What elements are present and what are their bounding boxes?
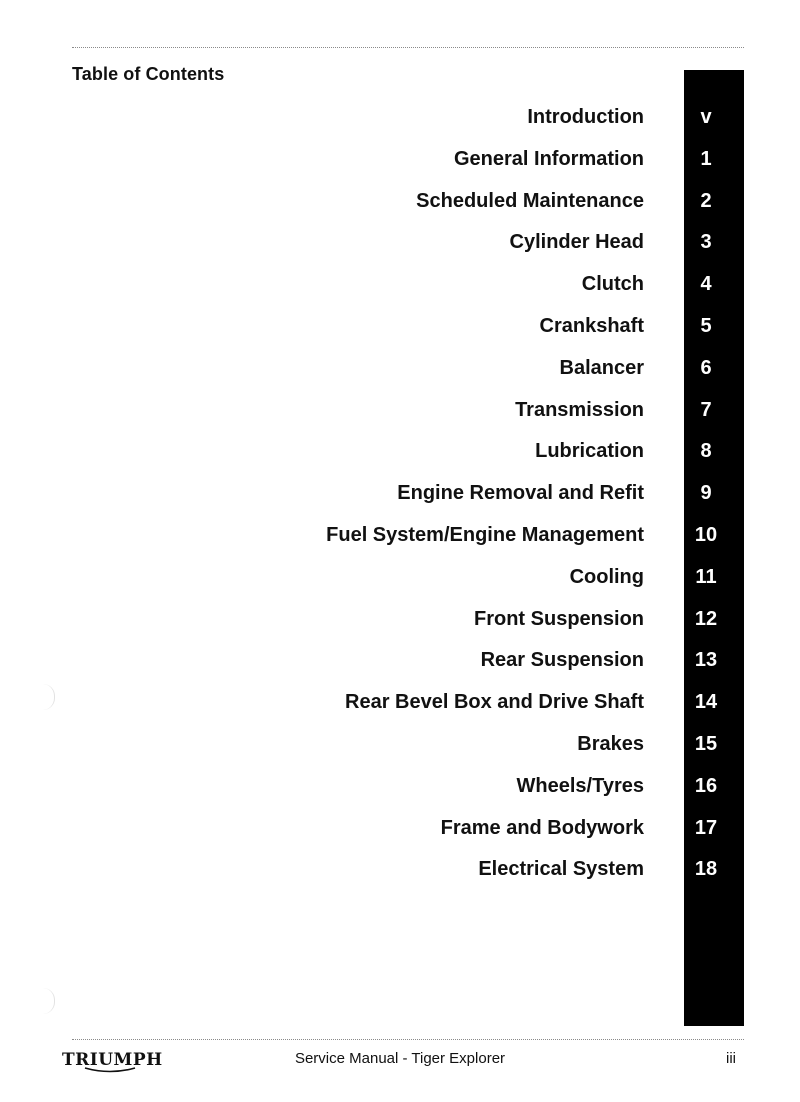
toc-entry-title[interactable]: Clutch [581, 273, 644, 296]
toc-entry-title[interactable]: Electrical System [478, 858, 644, 881]
toc-entry-electrical-system [0, 849, 800, 891]
toc-entry-transmission [0, 390, 800, 432]
toc-section-tab[interactable]: 17 [694, 816, 718, 839]
toc-section-tab[interactable]: 16 [694, 774, 718, 797]
toc-entry-title[interactable]: Fuel System/Engine Management [326, 523, 644, 546]
toc-entry-scheduled-maintenance [0, 181, 800, 223]
logo-swoosh-icon [84, 1067, 136, 1073]
toc-section-tab[interactable]: 14 [694, 691, 718, 714]
toc-section-tab[interactable]: 11 [695, 565, 717, 588]
toc-section-tab[interactable]: 5 [700, 314, 712, 337]
toc-entry-introduction [0, 97, 800, 139]
toc-entry-title[interactable]: Engine Removal and Refit [397, 482, 644, 505]
toc-entry-cylinder-head [0, 222, 800, 264]
document-title: Service Manual - Tiger Explorer [294, 1050, 506, 1067]
toc-section-tab[interactable]: 9 [700, 482, 712, 505]
toc-list [0, 97, 800, 891]
toc-section-tab[interactable]: 1 [700, 147, 712, 170]
toc-section-tab[interactable]: 3 [700, 231, 712, 254]
toc-entry-title[interactable]: Rear Bevel Box and Drive Shaft [345, 691, 644, 714]
toc-entry-title[interactable]: Transmission [515, 398, 644, 421]
toc-entry-title[interactable]: Front Suspension [474, 607, 644, 630]
toc-entry-title[interactable]: Cylinder Head [509, 231, 644, 254]
toc-entry-wheels-tyres [0, 766, 800, 808]
toc-section-tab[interactable]: 7 [700, 398, 712, 421]
toc-section-tab[interactable]: v [700, 106, 712, 128]
toc-section-tab[interactable]: 15 [694, 732, 718, 755]
toc-entry-brakes [0, 724, 800, 766]
toc-entry-title[interactable]: Brakes [577, 732, 644, 755]
toc-entry-rear-bevel-box [0, 682, 800, 724]
toc-entry-crankshaft [0, 306, 800, 348]
toc-entry-fuel-system [0, 515, 800, 557]
footer-rule [72, 1039, 744, 1040]
toc-entry-lubrication [0, 431, 800, 473]
toc-section-tab[interactable]: 8 [700, 440, 712, 463]
toc-entry-title[interactable]: Crankshaft [539, 314, 644, 337]
toc-entry-title[interactable]: Wheels/Tyres [516, 774, 644, 797]
page-title: Table of Contents [72, 64, 225, 84]
toc-section-tab[interactable]: 12 [694, 607, 718, 630]
toc-section-tab[interactable]: 18 [694, 858, 718, 881]
toc-entry-rear-suspension [0, 640, 800, 682]
toc-entry-front-suspension [0, 599, 800, 641]
brand-wordmark: TRIUMPH [62, 1050, 163, 1070]
toc-entry-title[interactable]: Scheduled Maintenance [416, 189, 644, 212]
header-rule [72, 47, 744, 48]
toc-entry-title[interactable]: Introduction [527, 106, 644, 128]
toc-entry-title[interactable]: Lubrication [535, 440, 644, 463]
toc-section-tab[interactable]: 13 [694, 649, 718, 672]
toc-section-tab[interactable]: 2 [700, 189, 712, 212]
toc-entry-title[interactable]: Balancer [559, 356, 644, 379]
toc-entry-balancer [0, 348, 800, 390]
binding-mark [40, 988, 55, 1014]
toc-entry-general-information [0, 139, 800, 181]
toc-entry-title[interactable]: Rear Suspension [480, 649, 644, 672]
toc-entry-clutch [0, 264, 800, 306]
toc-entry-cooling [0, 557, 800, 599]
toc-entry-frame-bodywork [0, 808, 800, 850]
toc-entry-title[interactable]: Frame and Bodywork [440, 816, 644, 839]
toc-entry-engine-removal [0, 473, 800, 515]
toc-entry-title[interactable]: Cooling [569, 565, 644, 588]
toc-entry-title[interactable]: General Information [453, 147, 644, 170]
toc-section-tab[interactable]: 6 [700, 356, 712, 379]
toc-section-tab[interactable]: 4 [700, 273, 712, 296]
page-number: iii [726, 1050, 736, 1067]
toc-section-tab[interactable]: 10 [694, 523, 718, 546]
